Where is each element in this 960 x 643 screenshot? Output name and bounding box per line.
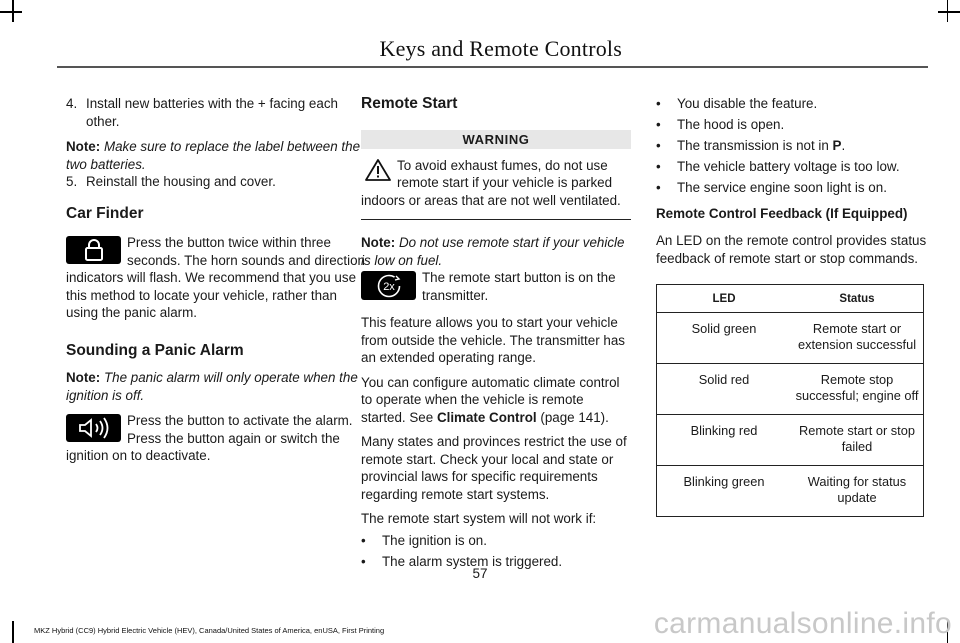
note-fuel (361, 234, 631, 269)
list-item-text: You disable the feature. (677, 96, 818, 111)
list-item-text (677, 137, 845, 155)
status-cell: Waiting for status update (791, 466, 924, 517)
double-circular-arrow-icon (361, 271, 416, 300)
note-text: Make sure to replace the label between the two batteries. (66, 139, 361, 172)
bullet: • (361, 553, 366, 569)
list-item-text: The hood is open. (677, 117, 785, 132)
feedback-text: An LED on the remote control provides status feedback of remote start or stop commands. (656, 233, 927, 266)
header-rule (57, 66, 928, 68)
panic-text: Press the button to activate the alarm. Press the button again or switch the ignition on to deactivate. (66, 413, 353, 463)
section-heading-panic-alarm: Sounding a Panic Alarm (66, 341, 244, 359)
feedback-heading: Remote Control Feedback (If Equipped) (656, 205, 908, 221)
step-number: 5. (66, 174, 78, 189)
bullet: • (361, 532, 366, 548)
status-cell: Remote start or extension successful (791, 313, 924, 364)
step-text: Install new batteries with the + facing each other. (86, 96, 338, 129)
page-title: Keys and Remote Controls (379, 36, 622, 61)
step-text: Reinstall the housing and cover. (86, 174, 276, 189)
watermark: carmanualsonline.info (653, 607, 952, 640)
status-cell: Remote stop successful; engine off (791, 364, 924, 415)
column-header-led: LED (657, 285, 792, 313)
list-item-text: The vehicle battery voltage is too low. (677, 159, 900, 174)
text: The transmission is not in (677, 138, 833, 153)
column-1 (66, 95, 366, 465)
para-text: (page 141). (536, 409, 609, 425)
led-cell: Blinking green (657, 466, 792, 517)
remote-start-icon-text: 2x (382, 280, 395, 293)
car-finder-text: Press the button twice within three seconds. The horn sounds and direction indicators will flash. We recommend that you use this method to locate your vehicle, rather than using the panic alarm. (66, 235, 365, 320)
crop-mark-top-left-horizontal (0, 11, 22, 13)
warning-banner: WARNING (361, 130, 631, 149)
crop-mark-top-right-horizontal (938, 11, 960, 13)
bullet: • (656, 180, 661, 195)
note-label: Note: (66, 139, 101, 154)
note-battery-label (66, 138, 366, 173)
status-cell: Remote start or stop failed (791, 415, 924, 466)
text: . (841, 138, 846, 153)
column-3 (656, 95, 946, 517)
column-header-status: Status (791, 285, 924, 313)
step-5 (66, 173, 366, 191)
gear-position: P (832, 138, 842, 153)
bullet: • (656, 138, 661, 153)
section-heading-car-finder: Car Finder (66, 204, 144, 222)
feedback-table (656, 284, 924, 517)
list-item-text: The alarm system is triggered. (382, 553, 563, 569)
remote-start-para-3: Many states and provinces restrict the use of remote start. Check your local and state or provincial laws for specific requirements regarding remote start systems. (361, 434, 627, 502)
bullet: • (656, 96, 661, 111)
remote-start-para-2 (361, 374, 631, 427)
page-number: 57 (472, 566, 488, 581)
table-row (657, 364, 924, 415)
step-4 (66, 95, 366, 130)
note-panic (66, 369, 366, 404)
printing-info: MKZ Hybrid (CC9) Hybrid Electric Vehicle (HEV), Canada/United States of America, enUSA, First Printing (34, 626, 385, 635)
list-item (656, 137, 946, 155)
conditions-list (361, 532, 631, 571)
para-text: You can configure automatic climate control to operate when the vehicle is remote started. See (361, 374, 620, 425)
list-item (656, 116, 946, 134)
column-2 (361, 95, 631, 574)
note-label: Note: (66, 370, 101, 385)
table-row (657, 415, 924, 466)
warning-block (361, 157, 631, 221)
note-text: The panic alarm will only operate when the ignition is off. (66, 370, 358, 403)
remote-start-button-block (361, 269, 631, 304)
horn-speaker-icon (66, 414, 121, 442)
warning-triangle-icon (365, 159, 391, 186)
led-cell: Solid green (657, 313, 792, 364)
table-row (657, 466, 924, 517)
crop-mark-bottom-left-vertical (12, 621, 14, 643)
step-number: 4. (66, 96, 78, 111)
list-item (656, 179, 946, 197)
remote-start-para-1: This feature allows you to start your vehicle from outside the vehicle. The transmitter has an extended operating range. (361, 315, 625, 365)
note-label: Note: (361, 235, 396, 250)
list-item-text: The service engine soon light is on. (677, 180, 887, 195)
car-finder-block (66, 234, 366, 322)
note-text: Do not use remote start if your vehicle is low on fuel. (361, 235, 625, 268)
climate-control-link[interactable]: Climate Control (436, 409, 537, 425)
panic-block (66, 412, 366, 465)
table-row (657, 313, 924, 364)
list-item (656, 95, 946, 113)
conditions-list-continued (656, 95, 946, 197)
led-cell: Blinking red (657, 415, 792, 466)
remote-start-button-text: The remote start button is on the transmitter. (422, 270, 616, 303)
bullet: • (656, 117, 661, 132)
table-header-row (657, 285, 924, 313)
bullet: • (656, 159, 661, 174)
remote-start-para-4: The remote start system will not work if: (361, 511, 597, 526)
list-item (656, 158, 946, 176)
led-cell: Solid red (657, 364, 792, 415)
list-item (361, 532, 631, 550)
section-heading-remote-start: Remote Start (361, 95, 458, 112)
list-item-text: The ignition is on. (382, 532, 487, 548)
warning-text: To avoid exhaust fumes, do not use remote start if your vehicle is parked indoors or areas that are not well ventilated. (361, 157, 621, 208)
lock-icon (66, 236, 121, 264)
